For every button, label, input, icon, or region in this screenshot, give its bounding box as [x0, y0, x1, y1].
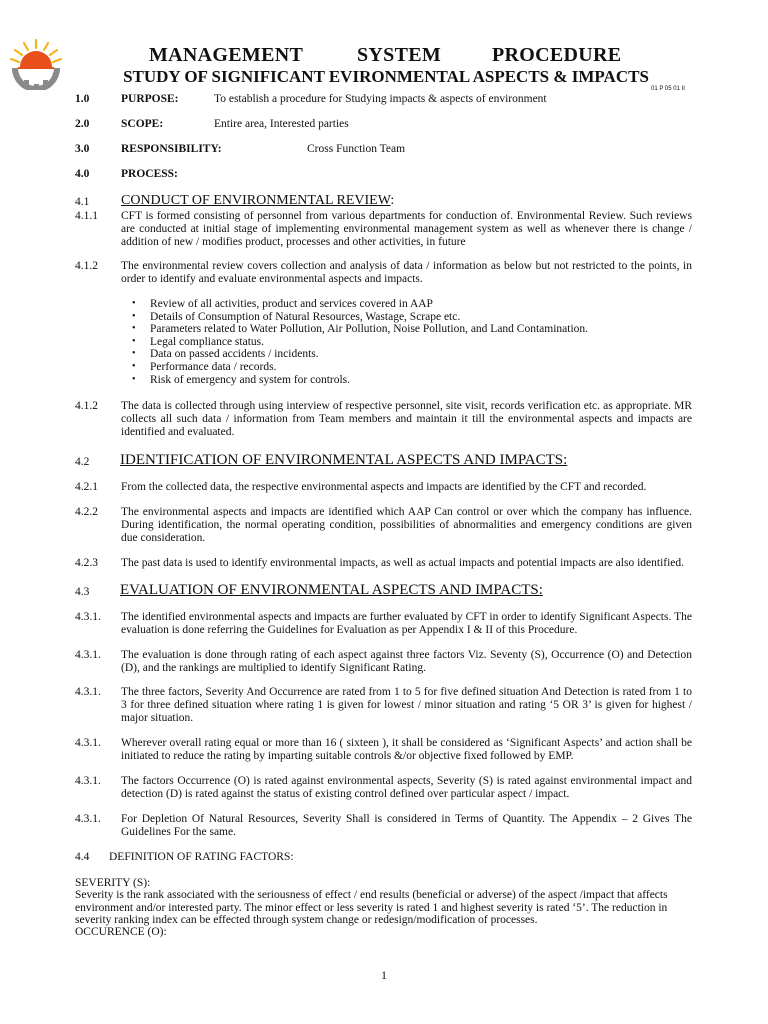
title-word: SYSTEM	[357, 44, 442, 66]
severity-label: SEVERITY (S):	[75, 877, 151, 889]
severity-definition: Severity is the rank associated with the seriousness of effect / end results (beneficial or adverse) of the aspect /impact that affects environment and/or interested party. The minor effect or less severity is rated 1 and highest severity is rated ‘5’. The reduction in severity ranking index can be effected through system change or redesign/modification of processes.	[75, 889, 668, 926]
review-bullet-list	[138, 298, 588, 386]
section-number: 2.0	[75, 118, 90, 130]
paragraph-number: 4.2.2	[75, 506, 98, 518]
paragraph-number: 4.3.1.	[75, 649, 101, 661]
paragraph-number: 4.3.1.	[75, 686, 101, 698]
section-label: PURPOSE:	[121, 93, 179, 105]
list-item: • Legal compliance status.	[138, 336, 588, 349]
paragraph: The past data is used to identify environmental impacts, as well as actual impacts and potential impacts are also identified.	[121, 557, 685, 569]
section-label: PROCESS:	[121, 168, 178, 180]
section-number: 3.0	[75, 143, 90, 155]
list-item: • Performance data / records.	[138, 361, 588, 374]
paragraph-number: 4.1.1	[75, 210, 98, 222]
section-heading: EVALUATION OF ENVIRONMENTAL ASPECTS AND IMPACTS:	[120, 582, 543, 598]
paragraph-number: 4.2.1	[75, 481, 98, 493]
paragraph: CFT is formed consisting of personnel from various departments for conduction of. Environmental Review. Such reviews are conducted at initial stage of implementing environmental management system as well as whenever there is change / addition of new / modifies product, processes and other activities, in future	[121, 210, 692, 248]
occurence-label: OCCURENCE (O):	[75, 926, 167, 938]
paragraph: The data is collected through using interview of respective personnel, site visit, records verification etc. as appropriate. MR collects all such data / information from Team members and maintain it till the environmental aspects and impacts are identified and evaluated.	[121, 400, 692, 438]
paragraph-number: 4.2.3	[75, 557, 98, 569]
section-text: Cross Function Team	[307, 143, 406, 155]
title-word: MANAGEMENT	[149, 44, 304, 66]
paragraph: The identified environmental aspects and impacts are further evaluated by CFT in order to identify Significant Aspects. The evaluation is done referring the Guidelines for Evaluation as per Appendix I & II of this Procedure.	[121, 611, 692, 636]
section-text: Entire area, Interested parties	[214, 118, 349, 130]
list-item: • Data on passed accidents / incidents.	[138, 348, 588, 361]
document-subtitle: STUDY OF SIGNIFICANT EVIRONMENTAL ASPECTS & IMPACTS	[123, 67, 649, 86]
section-number: 4.4	[75, 851, 90, 863]
paragraph: The factors Occurrence (O) is rated against environmental aspects, Severity (S) is rated against environmental impact and detection (D) is rated against the status of existing control defined over particular aspect / impact.	[121, 775, 692, 800]
paragraph: The three factors, Severity And Occurrence are rated from 1 to 5 for five defined situation And Detection is rated from 1 to 3 for three defined situation where rating 1 is given for lowest / minor situation and rating ‘5 OR 3’ is given for highest / major situation.	[121, 686, 692, 724]
paragraph-number: 4.3.1.	[75, 813, 101, 825]
sun-icon	[11, 40, 61, 69]
paragraph: From the collected data, the respective environmental aspects and impacts are identified by the CFT and recorded.	[121, 481, 647, 493]
paragraph-number: 4.1.2	[75, 260, 98, 272]
paragraph: Wherever overall rating equal or more than 16 ( sixteen ), it shall be considered as ‘Significant Aspects’ and action shall be initiated to reduce the rating by imparting suitable controls &/or objective fixed followed by EMP.	[121, 737, 692, 762]
page-number: 1	[381, 968, 387, 982]
paragraph: The environmental aspects and impacts are identified which AAP Can control or over which the company has influence. During identification, the normal operating condition, possibilities of abnormalities and emergency conditions are given due consideration.	[121, 506, 692, 544]
section-number: 4.3	[75, 586, 90, 598]
paragraph-number: 4.3.1.	[75, 775, 101, 787]
title-word: PROCEDURE	[492, 44, 622, 66]
section-label: SCOPE:	[121, 118, 164, 130]
paragraph: The environmental review covers collection and analysis of data / information as below but not restricted to the points, in order to identify and evaluate environmental aspects and impacts.	[121, 260, 692, 285]
section-number: 1.0	[75, 93, 90, 105]
section-label: RESPONSIBILITY:	[121, 143, 222, 155]
section-heading: DEFINITION OF RATING FACTORS:	[109, 851, 294, 863]
paragraph-number: 4.3.1.	[75, 611, 101, 623]
section-number: 4.2	[75, 456, 90, 468]
list-item: • Risk of emergency and system for controls.	[138, 374, 588, 387]
list-item: • Details of Consumption of Natural Resources, Wastage, Scrape etc.	[138, 311, 588, 324]
section-heading: CONDUCT OF ENVIRONMENTAL REVIEW:	[121, 193, 395, 208]
paragraph: The evaluation is done through rating of each aspect against three factors Viz. Seventy (S), Occurrence (O) and Detection (D), and the rankings are multiplied to identify Significant Rating.	[121, 649, 692, 674]
section-number: 4.0	[75, 168, 90, 180]
paragraph-number: 4.1.2	[75, 400, 98, 412]
document-number: 01 P 05 01 II	[651, 86, 685, 92]
list-item: • Parameters related to Water Pollution, Air Pollution, Noise Pollution, and Land Contamination.	[138, 323, 588, 336]
section-text: To establish a procedure for Studying impacts & aspects of environment	[214, 93, 547, 105]
section-heading: IDENTIFICATION OF ENVIRONMENTAL ASPECTS AND IMPACTS:	[120, 452, 568, 468]
list-item: • Review of all activities, product and services covered in AAP	[138, 298, 588, 311]
paragraph-number: 4.3.1.	[75, 737, 101, 749]
paragraph: For Depletion Of Natural Resources, Severity Shall is considered in Terms of Quantity. The Appendix – 2 Gives The Guidelines For the same.	[121, 813, 692, 838]
section-number: 4.1	[75, 196, 90, 208]
